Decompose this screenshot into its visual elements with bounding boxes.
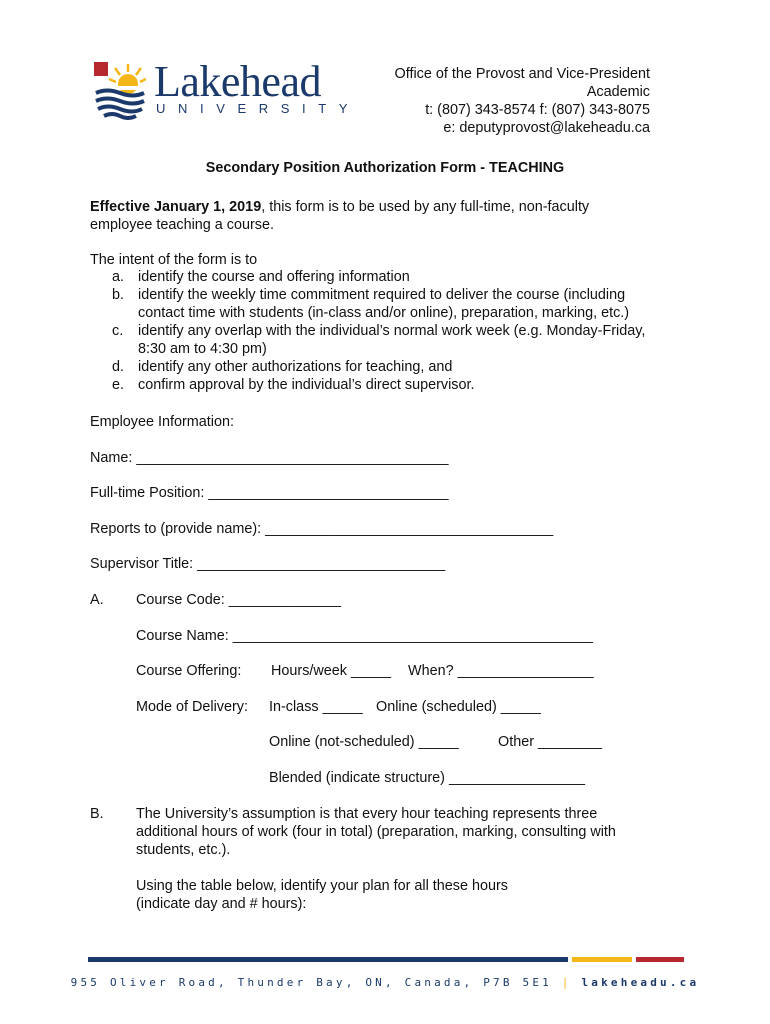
employee-info-heading: Employee Information: [90,414,234,430]
footer-address: 955 Oliver Road, Thunder Bay, ON, Canada, P7B 5E1 [70,976,552,989]
office-name-line1: Office of the Provost and Vice-President [394,66,650,82]
intro-paragraph [90,198,589,234]
supervisor-title-field[interactable]: Supervisor Title: _______________________________ [90,556,446,572]
intent-list [90,268,645,394]
when-field[interactable]: When? _________________ [408,663,594,679]
form-title: Secondary Position Authorization Form - TEACHING [205,160,565,176]
office-contact-block [395,65,650,137]
list-item: c. identify any overlap with the individual’s normal work week (e.g. Monday-Friday, 8:30 am to 4:30 pm) [112,323,646,357]
list-item: a. identify the course and offering information [112,269,410,285]
office-phone: t: (807) 343-8574 f: (807) 343-8075 [425,102,650,118]
online-not-scheduled-field[interactable]: Online (not-scheduled) _____ [269,734,459,750]
list-item: b. identify the weekly time commitment required to deliver the course (including contact time with students (in-class and/or online), preparation, marking, etc.) [112,287,630,321]
course-code-field[interactable]: Course Code: ______________ [136,592,341,608]
footer-bar-blue [88,957,568,962]
shield-icon [94,62,146,120]
logo-subtitle: UNIVERSITY [156,101,361,116]
section-b-paragraph-1: The University’s assumption is that every hour teaching represents three additional hours of work (four in total) (preparation, marking, consulting with students, etc.). [136,806,616,858]
online-scheduled-field[interactable]: Online (scheduled) _____ [376,699,541,715]
effective-date: Effective January 1, 2019 [90,199,262,215]
footer-address-line [0,976,770,989]
footer-separator: | [561,976,572,989]
intro-text-2: employee teaching a course. [90,217,274,233]
footer-bar-gold [572,957,632,962]
footer-website-link[interactable]: lakeheadu.ca [581,976,700,989]
section-b-letter: B. [90,806,104,822]
office-email: e: deputyprovost@lakeheadu.ca [443,120,650,136]
footer-color-bars [88,957,684,962]
other-field[interactable]: Other ________ [498,734,603,750]
mode-of-delivery-label: Mode of Delivery: [136,699,248,715]
blended-field[interactable]: Blended (indicate structure) _________________ [269,770,586,786]
section-a-letter: A. [90,592,104,608]
intent-lead: The intent of the form is to [90,252,258,268]
hours-week-field[interactable]: Hours/week _____ [271,663,391,679]
position-field[interactable]: Full-time Position: ______________________________ [90,485,449,501]
reports-to-field[interactable]: Reports to (provide name): ____________________________________ [90,521,554,537]
course-name-field[interactable]: Course Name: _____________________________________________ [136,628,593,644]
footer-bar-red [636,957,684,962]
course-offering-label: Course Offering: [136,663,242,679]
office-name-line2: Academic [586,84,650,100]
section-b-paragraph-2: Using the table below, identify your plan for all these hours (indicate day and # hours): [136,878,508,912]
intro-text-1: , this form is to be used by any full-time, non-faculty [261,199,590,215]
list-item: e. confirm approval by the individual’s direct supervisor. [112,377,475,393]
name-field[interactable]: Name: _______________________________________ [90,450,449,466]
university-logo [94,57,361,120]
in-class-field[interactable]: In-class _____ [269,699,363,715]
list-item: d. identify any other authorizations for teaching, and [112,359,453,375]
logo-wordmark: Lakehead [154,57,321,106]
